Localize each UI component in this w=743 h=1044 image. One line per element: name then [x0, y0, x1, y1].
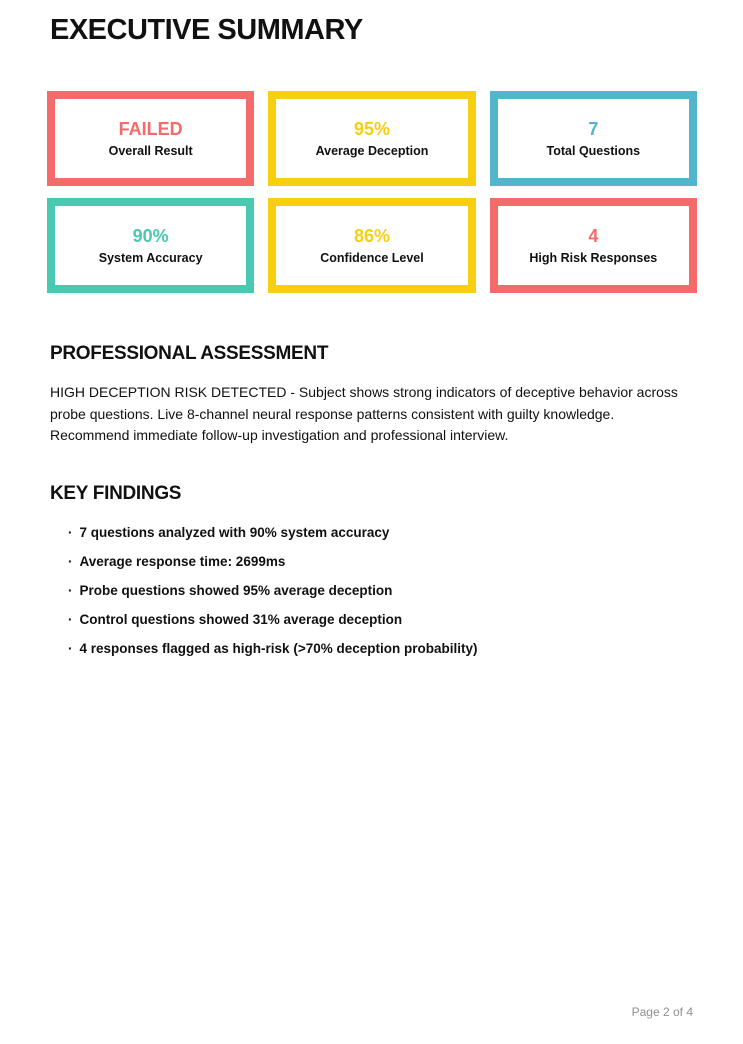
page-number: Page 2 of 4 — [631, 1005, 693, 1019]
stat-label: Average Deception — [315, 143, 429, 158]
stat-value: 95% — [353, 118, 390, 139]
bullet-dot: · — [68, 611, 73, 627]
bullet-dot: · — [68, 640, 73, 656]
section-heading-key-findings: KEY FINDINGS — [50, 482, 182, 504]
section-heading-professional-assessment: PROFESSIONAL ASSESSMENT — [50, 343, 329, 364]
finding-item — [68, 526, 693, 540]
finding-item — [68, 555, 693, 569]
finding-text: Probe questions showed 95% average deception — [79, 582, 393, 598]
stat-value: 4 — [588, 225, 599, 246]
stat-value: 7 — [588, 118, 599, 139]
stat-label: Overall Result — [108, 143, 193, 158]
stat-value: 90% — [132, 225, 169, 246]
stat-card-confidence-level — [268, 198, 475, 293]
page-title: EXECUTIVE SUMMARY — [50, 14, 363, 46]
stat-card-total-questions — [490, 91, 697, 186]
finding-text: 4 responses flagged as high-risk (>70% deception probability) — [79, 640, 478, 656]
finding-item — [68, 642, 693, 656]
stat-card-average-deception — [268, 91, 475, 186]
finding-item — [68, 584, 693, 598]
stat-label: Confidence Level — [320, 250, 424, 265]
bullet-dot: · — [68, 524, 73, 540]
stat-value: FAILED — [118, 118, 183, 139]
stat-card-high-risk-responses — [490, 198, 697, 293]
bullet-dot: · — [68, 582, 73, 598]
assessment-body-text: HIGH DECEPTION RISK DETECTED - Subject shows strong indicators of deceptive behavior across probe questions. Live 8-channel neural response patterns consistent with guilty knowledge. Recommend immediate follow-up investigation and professional interview. — [50, 384, 678, 443]
stat-value: 86% — [353, 225, 390, 246]
stat-label: System Accuracy — [98, 250, 203, 265]
stat-label: Total Questions — [546, 143, 641, 158]
bullet-dot: · — [68, 553, 73, 569]
key-findings-list — [50, 526, 693, 656]
finding-text: Average response time: 2699ms — [79, 553, 286, 569]
finding-text: 7 questions analyzed with 90% system accuracy — [79, 524, 390, 540]
finding-item — [68, 613, 693, 627]
stat-card-system-accuracy — [47, 198, 254, 293]
stat-card-overall-result — [47, 91, 254, 186]
finding-text: Control questions showed 31% average deception — [79, 611, 403, 627]
stat-label: High Risk Responses — [529, 250, 658, 265]
stat-card-grid — [47, 91, 697, 293]
